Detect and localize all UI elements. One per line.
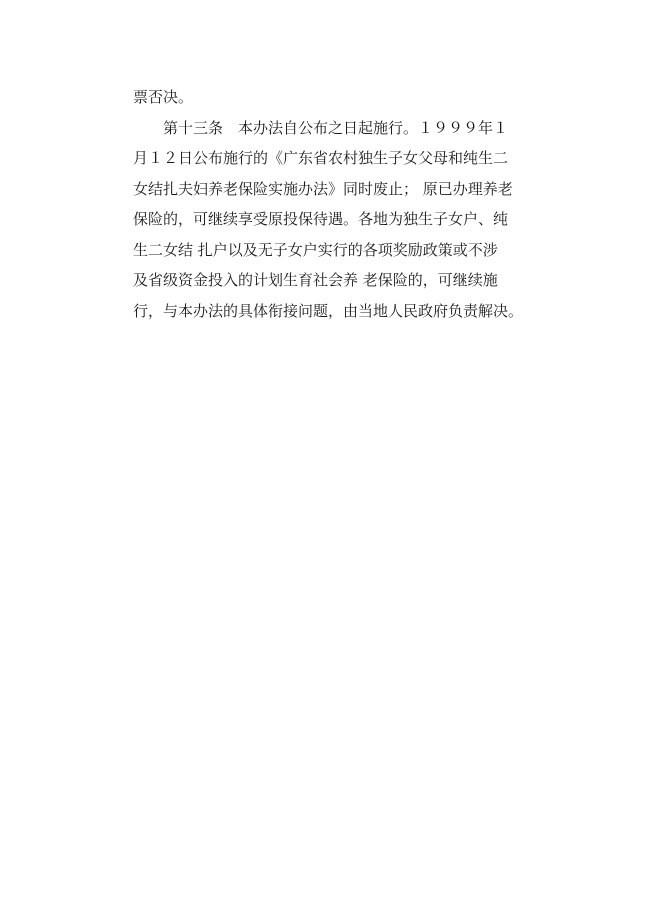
text-line: 女结扎夫妇养老保险实施办法》同时废止； 原已办理养老: [133, 179, 513, 198]
article-text: [133, 82, 523, 326]
text-line: 票否决。: [133, 88, 194, 106]
article-13-line: 第十三条 本办法自公布之日起施行。１９９９年１: [163, 118, 509, 137]
text-line: 保险的，可继续享受原投保待遇。各地为独生子女户、纯: [133, 210, 509, 228]
text-line: 生二女结 扎户以及无子女户实行的各项奖励政策或不涉: [133, 240, 498, 259]
text-line: 行，与本办法的具体衔接问题，由当地人民政府负责解决。: [133, 301, 524, 320]
text-line: 月１２日公布施行的《广东省农村独生子女父母和纯生二: [133, 149, 509, 167]
text-line: 及省级资金投入的计划生育社会养 老保险的，可继续施: [133, 271, 498, 289]
